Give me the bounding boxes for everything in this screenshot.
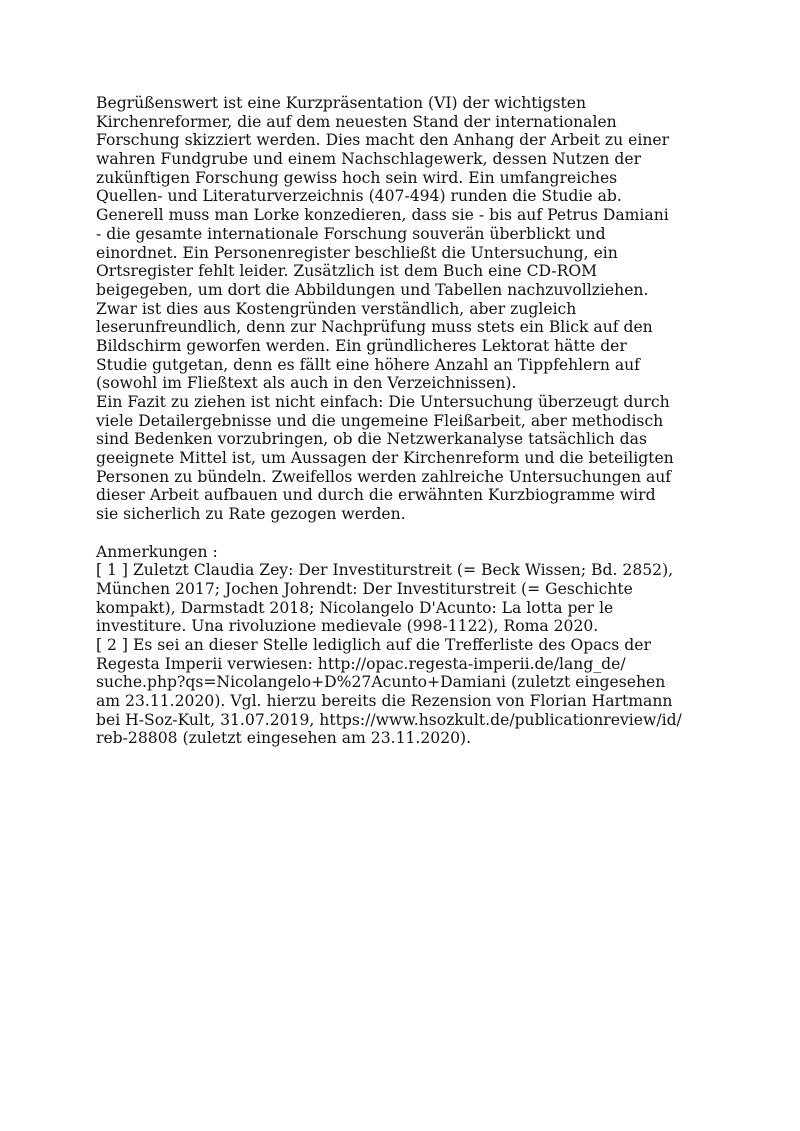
text-line: wahren Fundgrube und einem Nachschlagewerk, dessen Nutzen der [96, 150, 642, 169]
text-line: - die gesamte internationale Forschung souverän überblickt und [96, 224, 606, 243]
text-line: beigegeben, um dort die Abbildungen und Tabellen nachzuvollziehen. [96, 280, 649, 299]
text-line: Begrüßenswert ist eine Kurzpräsentation (VI) der wichtigsten [96, 94, 587, 112]
text-line: Personen zu bündeln. Zweifellos werden zahlreiche Untersuchungen auf [96, 467, 672, 486]
footnote-1 [96, 561, 706, 636]
footnote-line: reb-28808 (zuletzt eingesehen am 23.11.2020). [96, 729, 472, 748]
text-line: Studie gutgetan, denn es fällt eine höhere Anzahl an Tippfehlern auf [96, 355, 640, 374]
text-line: Forschung skizziert werden. Dies macht den Anhang der Arbeit zu einer [96, 131, 670, 150]
footnote-line: bei H-Soz-Kult, 31.07.2019, https://www.hsozkult.de/publicationreview/id/ [96, 710, 682, 729]
text-line: Kirchenreformer, die auf dem neuesten Stand der internationalen [96, 112, 617, 131]
text-line: sie sicherlich zu Rate gezogen werden. [96, 505, 406, 524]
footnote-line: investiture. Una rivoluzione medievale (998-1122), Roma 2020. [96, 617, 599, 636]
text-line: Ortsregister fehlt leider. Zusätzlich ist dem Buch eine CD-ROM [96, 262, 598, 281]
notes-heading: Anmerkungen : [96, 542, 218, 561]
text-line: (sowohl im Fließtext als auch in den Verzeichnissen). [96, 374, 517, 393]
text-line: Ein Fazit zu ziehen ist nicht einfach: Die Untersuchung überzeugt durch [96, 393, 670, 411]
text-line: Quellen- und Literaturverzeichnis (407-494) runden die Studie ab. [96, 187, 622, 206]
text-line: dieser Arbeit aufbauen und durch die erwähnten Kurzbiogramme wird [96, 486, 656, 505]
text-line: Bildschirm geworfen werden. Ein gründlicheres Lektorat hätte der [96, 336, 627, 355]
footnote-line: am 23.11.2020). Vgl. hierzu bereits die Rezension von Florian Hartmann [96, 692, 673, 710]
footnote-2 [96, 636, 706, 748]
text-line: geeignete Mittel ist, um Aussagen der Kirchenreform und die beteiligten [96, 449, 674, 468]
text-line: einordnet. Ein Personenregister beschließt die Untersuchung, ein [96, 243, 618, 262]
paragraph-spacer [96, 524, 706, 543]
footnote-line: [ 2 ] Es sei an dieser Stelle lediglich auf die Trefferliste des Opacs der [96, 635, 651, 654]
review-paragraph-2 [96, 393, 706, 524]
review-paragraph-1 [96, 94, 706, 393]
document-page [96, 94, 706, 748]
text-line: Zwar ist dies aus Kostengründen verständlich, aber zugleich [96, 299, 577, 318]
text-line: sind Bedenken vorzubringen, ob die Netzwerkanalyse tatsächlich das [96, 430, 647, 449]
text-line: zukünftigen Forschung gewiss hoch sein wird. Ein umfangreiches [96, 168, 618, 187]
footnote-line: Regesta Imperii verwiesen: http://opac.regesta-imperii.de/lang_de/ [96, 654, 626, 673]
text-line: viele Detailergebnisse und die ungemeine Fleißarbeit, aber methodisch [96, 411, 664, 430]
footnote-line: suche.php?qs=Nicolangelo+D%27Acunto+Damiani (zuletzt eingesehen [96, 673, 666, 692]
text-line: leserunfreundlich, denn zur Nachprüfung muss stets ein Blick auf den [96, 318, 653, 337]
text-line: Generell muss man Lorke konzedieren, dass sie - bis auf Petrus Damiani [96, 206, 669, 225]
footnote-line: [ 1 ] Zuletzt Claudia Zey: Der Investiturstreit (= Beck Wissen; Bd. 2852), [96, 561, 674, 580]
footnote-line: München 2017; Jochen Johrendt: Der Investiturstreit (= Geschichte [96, 579, 633, 598]
footnote-line: kompakt), Darmstadt 2018; Nicolangelo D'Acunto: La lotta per le [96, 598, 614, 617]
